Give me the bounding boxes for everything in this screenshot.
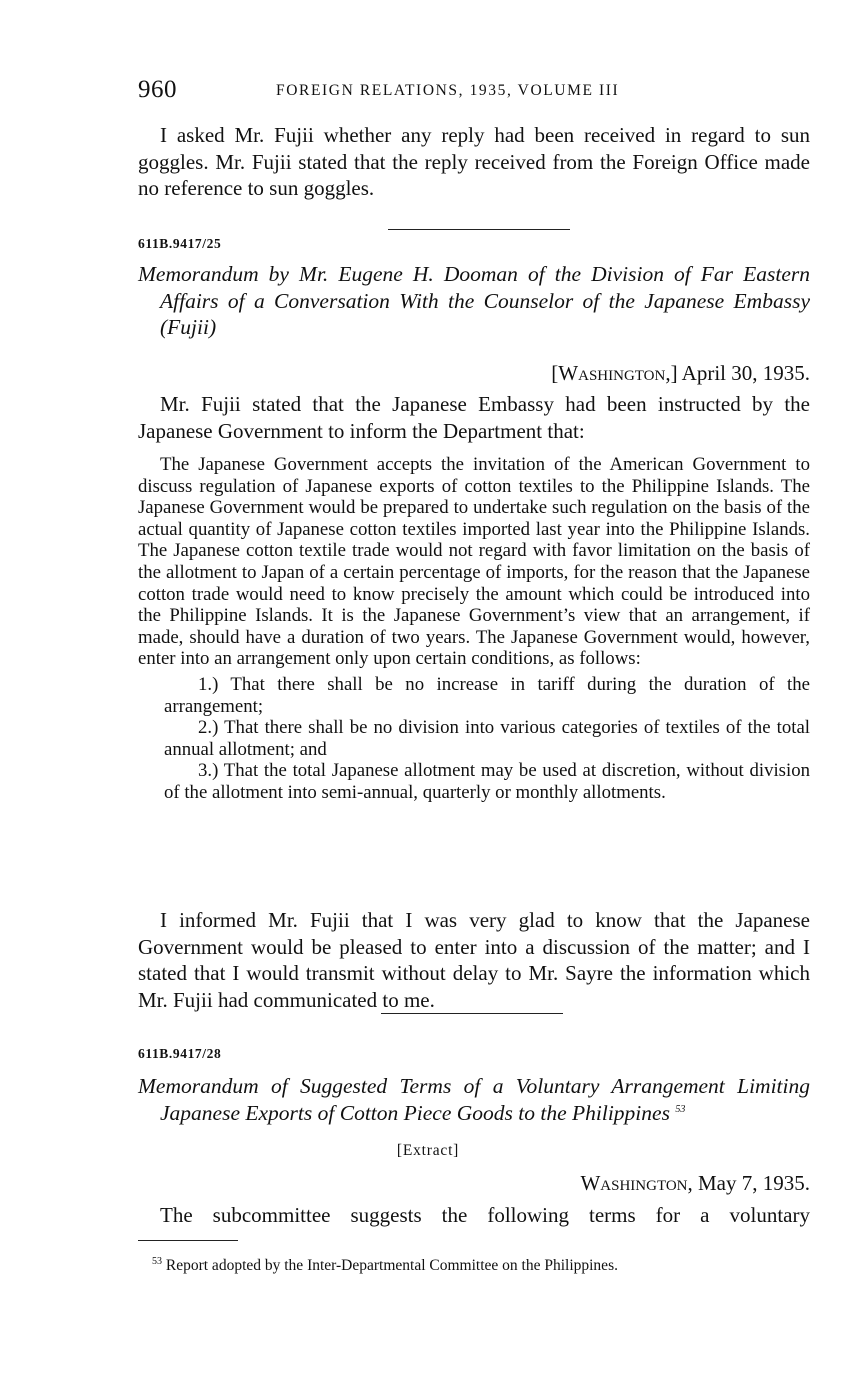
quote-paragraph: The Japanese Government accepts the invitation of the American Government to discuss regulation of Japanese exports of cotton textiles to the Philippine Islands. The Japanese Government would be prepared to undertake such regulation on the basis of the actual quantity of Japanese cotton textiles imported last year into the Philippine Islands. The Japanese cotton textile trade would not regard with favor limitation on the basis of the allotment to Japan of a certain percentage of imports, for the reason that the Japanese cotton trade would need to know precisely the amount which could be introduced into the Philippine Islands. It is the Japanese Government’s view that an arrangement, if made, should have a duration of two years. The Japanese Government would, however, enter into an arrangement only upon certain conditions, as follows: <box>138 454 810 670</box>
footnote <box>152 1257 618 1275</box>
condition-item: 1.) That there shall be no increase in tariff during the duration of the arrangement; <box>164 673 810 717</box>
footnote-reference: 53 <box>675 1103 686 1115</box>
footnote-rule <box>138 1240 238 1241</box>
footnote-text: Report adopted by the Inter-Departmental Committee on the Philippines. <box>165 1257 618 1274</box>
dateline <box>551 361 810 386</box>
condition-item: 2.) That there shall be no division into various categories of textiles of the total annual allotment; and <box>164 717 810 760</box>
memo-intro: Mr. Fujii stated that the Japanese Embassy had been instructed by the Japanese Government to inform the Department that: <box>138 392 810 443</box>
running-head: FOREIGN RELATIONS, 1935, VOLUME III <box>276 82 620 99</box>
page-number: 960 <box>138 76 177 103</box>
condition-item: 3.) That the total Japanese allotment may be used at discretion, without division of the allotment into semi-annual, quarterly or monthly allotments. <box>164 760 810 803</box>
file-number: 611B.9417/28 <box>138 1046 222 1061</box>
closing-paragraph: I informed Mr. Fujii that I was very glad to know that the Japanese Government would be pleased to enter into a discussion of the matter; and I stated that I would transmit without delay to Mr. Sayre the information which Mr. Fujii had communicated to me. <box>138 908 810 1012</box>
dateline-place: [Washington,] <box>551 361 678 385</box>
memo-title: Memorandum by Mr. Eugene H. Dooman of the Division of Far Eastern Affairs of a Conversation With the Counselor of the Japanese Embassy (Fujii) <box>138 262 810 339</box>
opening-paragraph: I asked Mr. Fujii whether any reply had been received in regard to sun goggles. Mr. Fujii stated that the reply received from the Foreign Office made no reference to sun goggles. <box>138 123 810 200</box>
dateline-date: April 30, 1935. <box>681 361 810 385</box>
file-number: 611B.9417/25 <box>138 236 222 251</box>
memo-opening: The subcommittee suggests the following terms for a voluntary <box>160 1203 810 1227</box>
section-divider <box>381 1013 563 1014</box>
section-divider <box>388 229 570 230</box>
memo-title-text: Memorandum of Suggested Terms of a Voluntary Arrangement Limiting Japanese Exports of Cotton Piece Goods to the Philippines <box>138 1074 810 1125</box>
memo-title <box>138 1073 810 1126</box>
footnote-marker: 53 <box>152 1255 162 1267</box>
dateline-place: Washington, <box>580 1171 693 1195</box>
page-header <box>138 76 810 106</box>
dateline <box>580 1171 810 1196</box>
quoted-statement <box>138 454 810 804</box>
dateline-date: May 7, 1935. <box>698 1171 810 1195</box>
extract-label: [Extract] <box>396 1142 460 1159</box>
